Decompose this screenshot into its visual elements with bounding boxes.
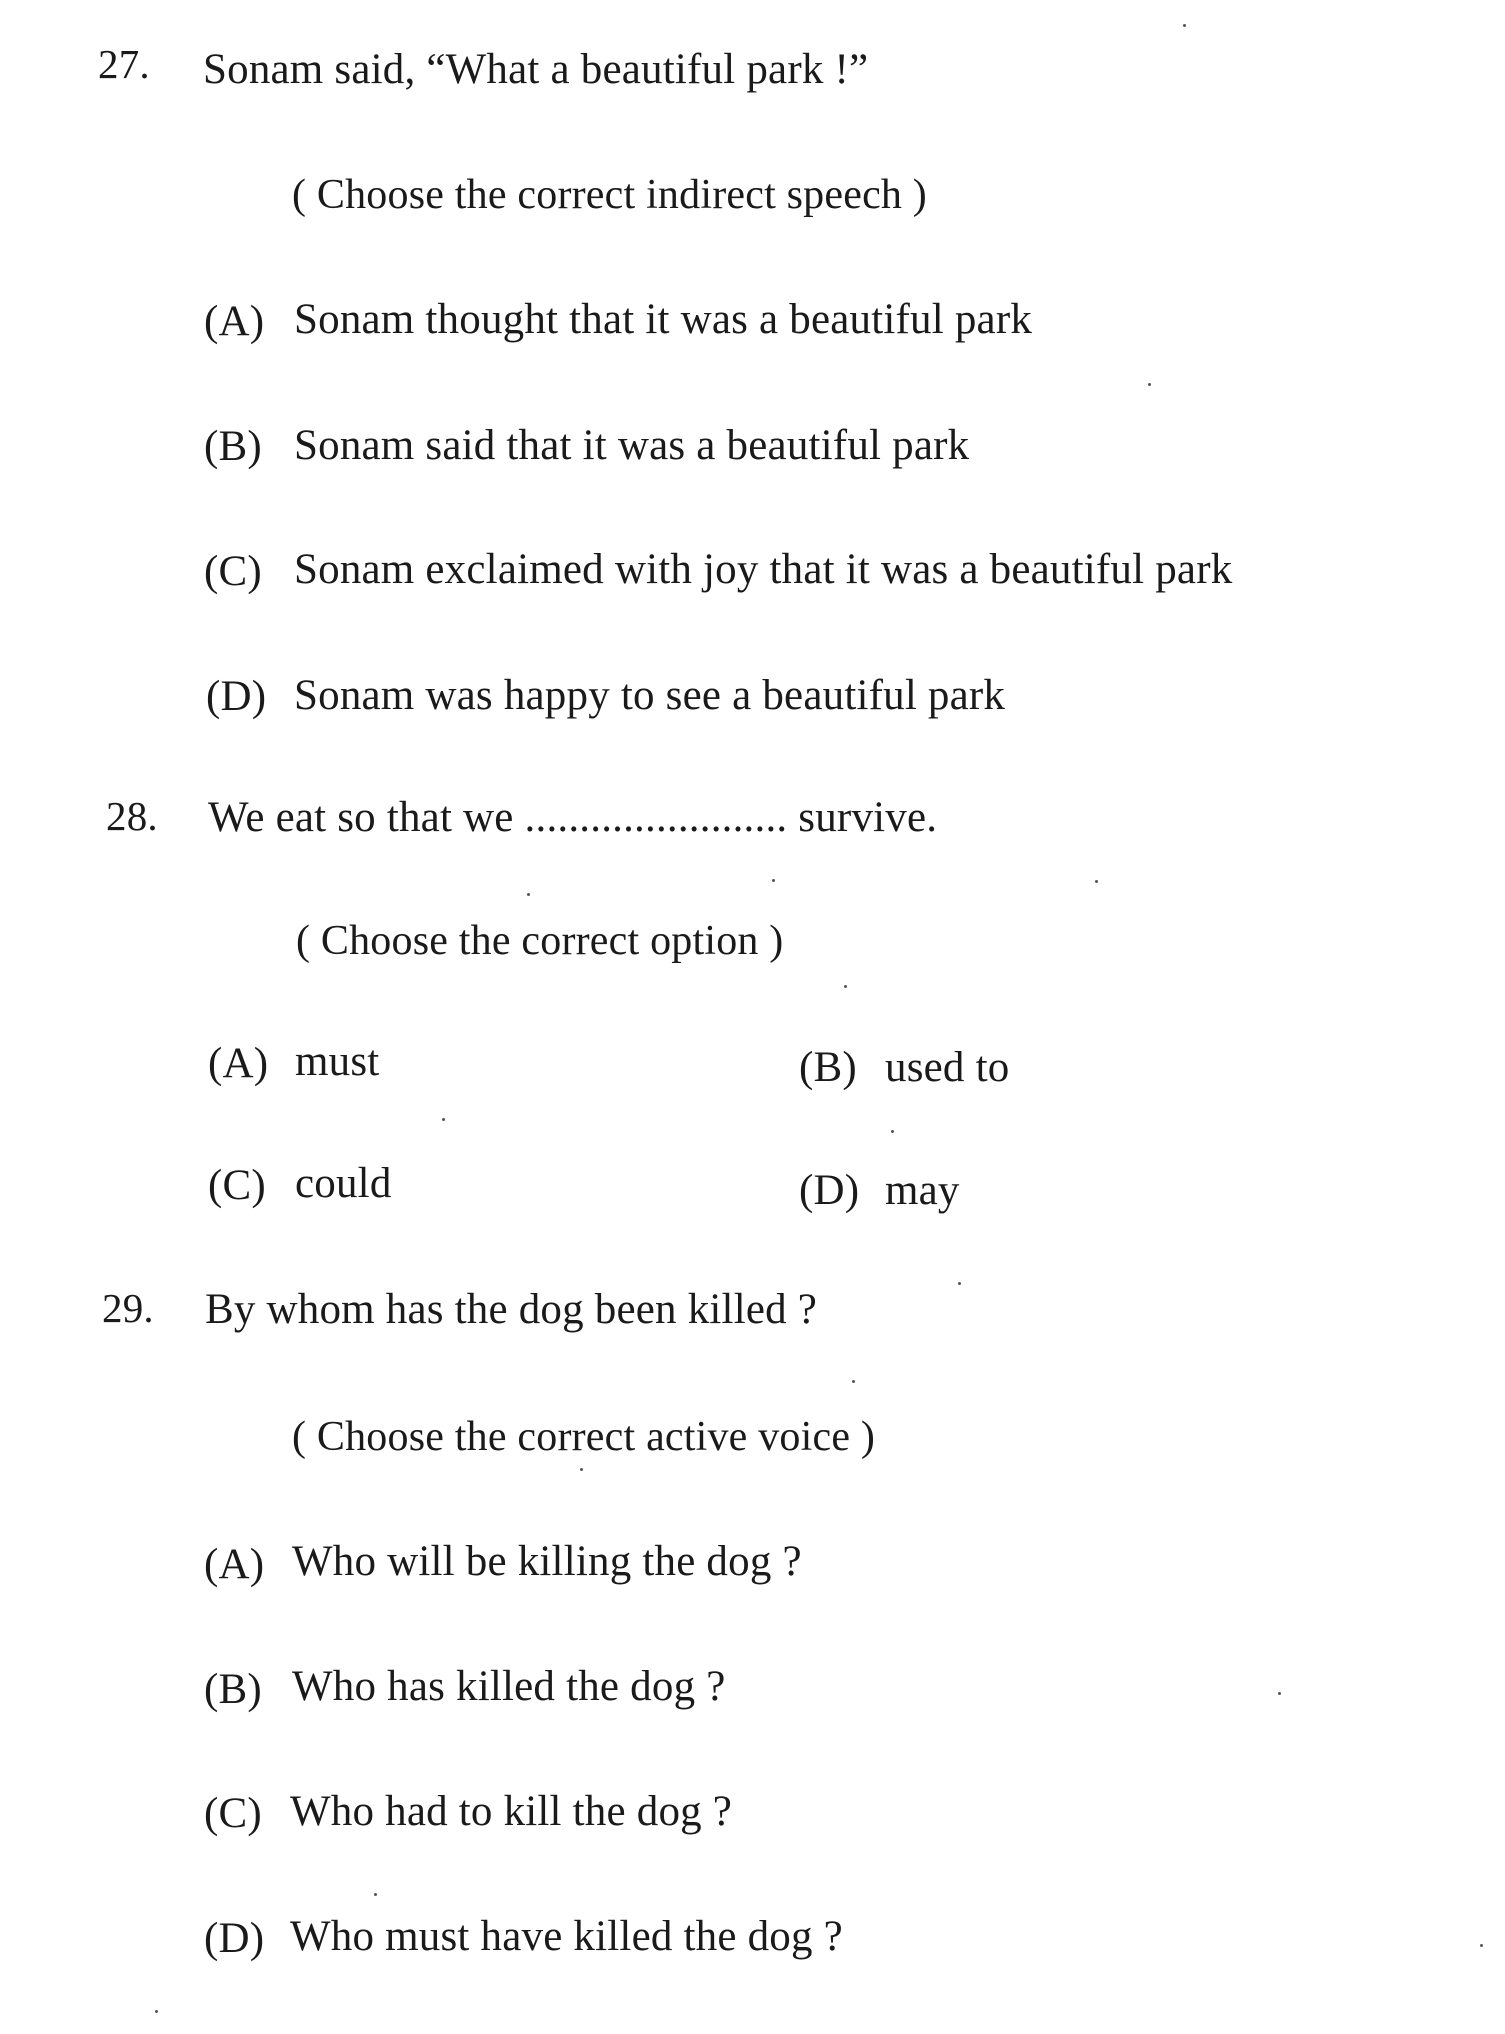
question-number: 27. [98,41,150,87]
scan-speck [852,1380,855,1383]
option-label: (D) [799,1167,860,1214]
option-label: (A) [208,1040,269,1087]
scan-speck [1095,880,1098,883]
option-label: (B) [204,1666,262,1713]
option-label: (C) [204,1790,262,1837]
scan-speck [580,1468,583,1471]
scan-speck [374,1893,377,1896]
option-label: (D) [206,673,267,720]
option-text: Sonam said that it was a beautiful park [294,422,970,469]
option-text: Who has killed the dog ? [292,1663,726,1710]
scan-speck [442,1118,445,1121]
scan-speck [891,1130,894,1133]
option-label: (B) [204,423,262,470]
scan-speck [155,2010,158,2013]
question-instruction: ( Choose the correct active voice ) [292,1414,876,1460]
scan-speck [844,985,847,988]
option-text: Sonam was happy to see a beautiful park [294,672,1006,719]
option-text: Sonam thought that it was a beautiful park [294,296,1033,343]
option-label: (A) [204,1541,265,1588]
question-instruction: ( Choose the correct option ) [296,918,784,964]
option-text: used to [885,1044,1010,1091]
option-label: (A) [204,298,265,345]
option-label: (B) [799,1044,857,1091]
option-text: Who will be killing the dog ? [292,1538,802,1585]
scan-speck [1183,24,1186,27]
option-label: (C) [208,1162,266,1209]
question-instruction: ( Choose the correct indirect speech ) [292,172,927,218]
option-label: (D) [204,1915,265,1962]
scan-speck [1278,1692,1281,1695]
question-prompt: Sonam said, “What a beautiful park !” [203,46,869,93]
option-text: could [295,1160,392,1207]
question-number: 28. [106,793,158,839]
option-text: must [295,1038,380,1085]
scan-speck [1480,1944,1483,1947]
scan-speck [772,879,775,882]
option-text: Who had to kill the dog ? [290,1788,733,1835]
option-label: (C) [204,548,262,595]
option-text: may [885,1167,960,1214]
scan-speck [958,1282,961,1285]
option-text: Sonam exclaimed with joy that it was a beautiful park [294,546,1233,593]
option-text: Who must have killed the dog ? [290,1913,843,1960]
scan-speck [1148,383,1151,386]
question-number: 29. [102,1285,154,1331]
question-prompt: We eat so that we ........................ survive. [208,794,938,841]
question-prompt: By whom has the dog been killed ? [205,1286,818,1333]
scan-speck [527,893,530,896]
